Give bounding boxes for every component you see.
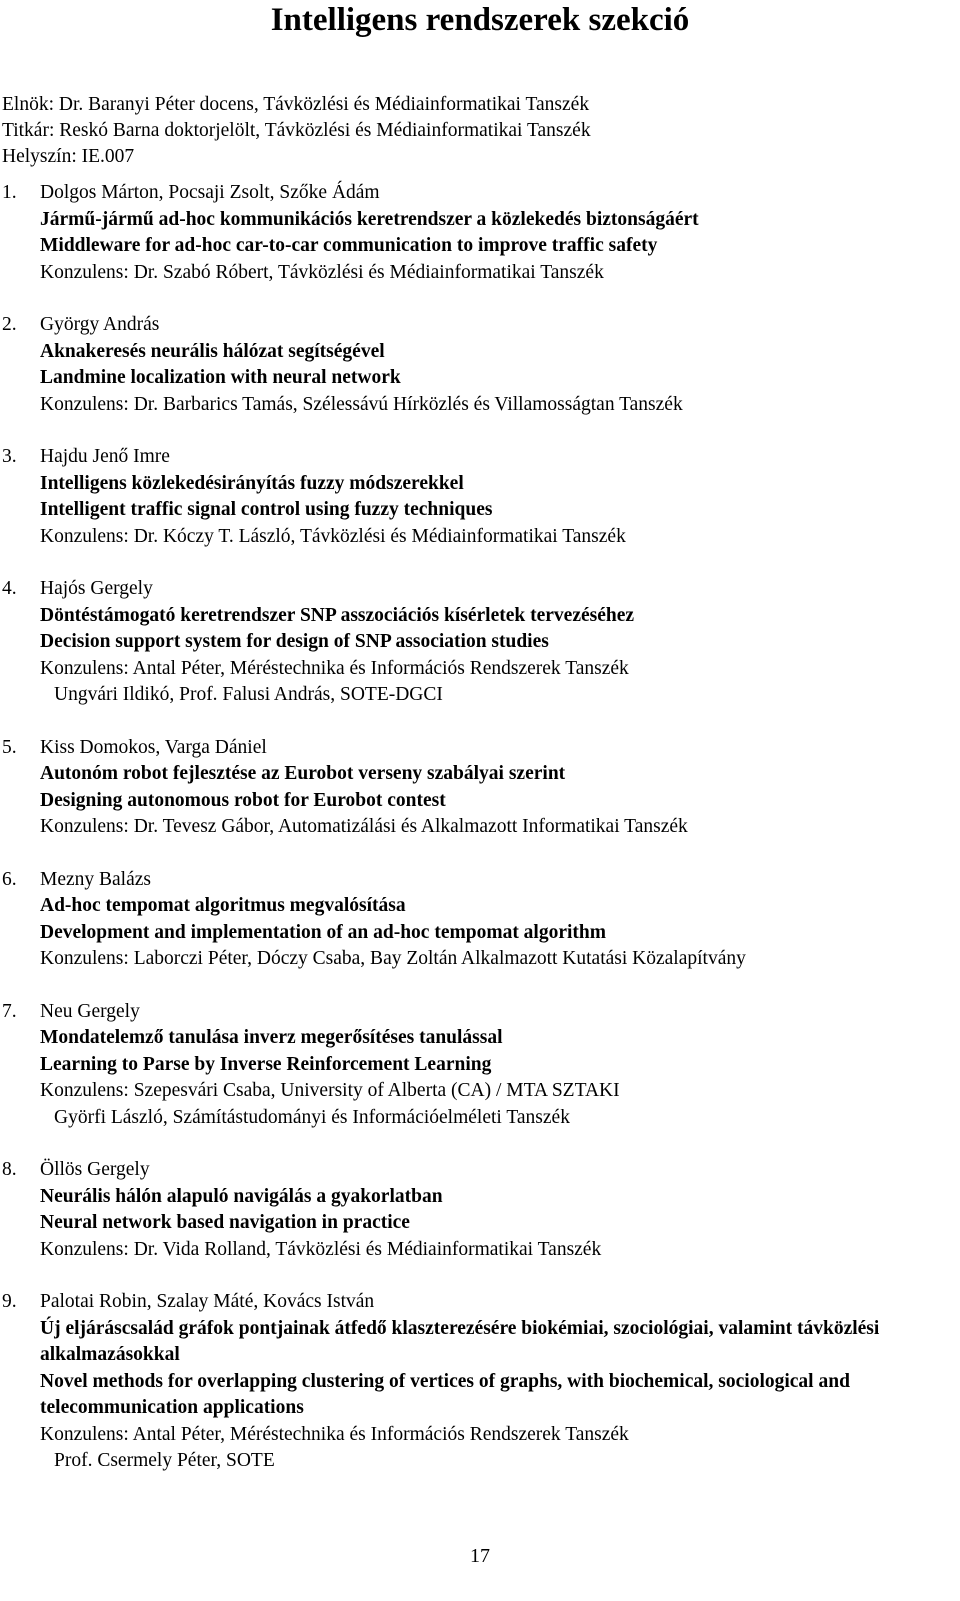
list-item: [2, 312, 952, 418]
entry-title-hu: Jármű-jármű ad-hoc kommunikációs keretrendszer a közlekedés biztonságáért: [40, 208, 699, 230]
entry-advisor: Konzulens: Dr. Kóczy T. László, Távközlési és Médiainformatikai Tanszék: [40, 525, 626, 547]
entry-title-en: Neural network based navigation in practice: [40, 1212, 410, 1233]
entry-number: 5.: [2, 736, 17, 758]
page-title: Intelligens rendszerek szekció: [270, 2, 690, 38]
session-secretary: Titkár: Reskó Barna doktorjelölt, Távközlési és Médiainformatikai Tanszék: [2, 120, 591, 141]
entry-number: 7.: [2, 1000, 17, 1022]
session-meta: [2, 92, 591, 170]
entry-advisor: Konzulens: Szepesvári Csaba, University of Alberta (CA) / MTA SZTAKI: [40, 1080, 620, 1101]
entry-title-en: Designing autonomous robot for Eurobot contest: [40, 789, 446, 811]
entry-number: 3.: [2, 446, 17, 467]
entry-number: 4.: [2, 578, 17, 599]
entry-advisor: Konzulens: Dr. Tevesz Gábor, Automatizálási és Alkalmazott Informatikai Tanszék: [40, 816, 688, 837]
entry-advisor: Konzulens: Laborczi Péter, Dóczy Csaba, Bay Zoltán Alkalmazott Kutatási Közalapítvány: [40, 948, 746, 969]
entry-title-en: Landmine localization with neural network: [40, 367, 401, 388]
entry-authors: Mezny Balázs: [40, 868, 152, 890]
entry-advisor: Konzulens: Dr. Szabó Róbert, Távközlési és Médiainformatikai Tanszék: [40, 261, 604, 283]
list-item: [2, 735, 952, 841]
presentation-list: [2, 180, 952, 1501]
page-number: 17: [470, 1545, 490, 1567]
entry-title-en: Learning to Parse by Inverse Reinforcement Learning: [40, 1053, 492, 1075]
entry-authors: Neu Gergely: [40, 1000, 140, 1022]
entry-advisor-secondary: Györfi László, Számítástudományi és Információelméleti Tanszék: [54, 1106, 570, 1128]
entry-authors: György András: [40, 314, 160, 335]
session-chair: Elnök: Dr. Baranyi Péter docens, Távközlési és Médiainformatikai Tanszék: [2, 94, 590, 115]
session-location: Helyszín: IE.007: [2, 146, 135, 167]
entry-authors: Hajós Gergely: [40, 578, 153, 599]
entry-title-hu: Aknakeresés neurális hálózat segítségével: [40, 340, 385, 362]
entry-number: 6.: [2, 868, 17, 890]
list-item: [2, 180, 952, 286]
entry-authors: Palotai Robin, Szalay Máté, Kovács István: [40, 1291, 375, 1312]
entry-title-en: Development and implementation of an ad-hoc tempomat algorithm: [40, 921, 607, 943]
list-item: [2, 999, 952, 1132]
entry-title-en: Intelligent traffic signal control using fuzzy techniques: [40, 499, 493, 520]
entry-authors: Kiss Domokos, Varga Dániel: [40, 736, 267, 758]
entry-advisor: Konzulens: Dr. Vida Rolland, Távközlési és Médiainformatikai Tanszék: [40, 1238, 602, 1260]
entry-advisor: Konzulens: Dr. Barbarics Tamás, Szélessávú Hírközlés és Villamosságtan Tanszék: [40, 393, 683, 415]
entry-number: 1.: [2, 182, 17, 203]
entry-title-hu: Intelligens közlekedésirányítás fuzzy módszerekkel: [40, 472, 464, 494]
entry-authors: Öllös Gergely: [40, 1159, 150, 1180]
list-item: [2, 1157, 952, 1263]
entry-title-hu: Mondatelemző tanulása inverz megerősítéses tanulással: [40, 1027, 503, 1048]
entry-title-hu: Autonóm robot fejlesztése az Eurobot verseny szabályai szerint: [40, 763, 566, 784]
list-item: [2, 1289, 952, 1475]
entry-title-hu: Ad-hoc tempomat algoritmus megvalósítása: [40, 895, 406, 916]
entry-title-hu: Neurális hálón alapuló navigálás a gyakorlatban: [40, 1185, 443, 1207]
entry-title-en: Novel methods for overlapping clustering of vertices of graphs, with biochemical, sociological and telecommunication applications: [40, 1370, 850, 1418]
entry-title-hu: Új eljáráscsalád gráfok pontjainak átfedő klaszterezésére biokémiai, szociológiai, valamint távközlési alkalmazásokkal: [40, 1317, 880, 1365]
entry-title-en: Decision support system for design of SNP association studies: [40, 631, 549, 652]
entry-title-hu: Döntéstámogató keretrendszer SNP asszociációs kísérletek tervezéséhez: [40, 604, 635, 626]
entry-advisor: Konzulens: Antal Péter, Méréstechnika és Információs Rendszerek Tanszék: [40, 1423, 629, 1445]
entry-advisor-secondary: Ungvári Ildikó, Prof. Falusi András, SOTE-DGCI: [54, 684, 443, 705]
list-item: [2, 867, 952, 973]
entry-advisor: Konzulens: Antal Péter, Méréstechnika és Információs Rendszerek Tanszék: [40, 657, 629, 679]
entry-authors: Hajdu Jenő Imre: [40, 446, 170, 467]
entry-advisor-secondary: Prof. Csermely Péter, SOTE: [54, 1450, 275, 1471]
entry-number: 9.: [2, 1291, 17, 1312]
list-item: [2, 444, 952, 550]
entry-number: 2.: [2, 314, 17, 335]
entry-number: 8.: [2, 1159, 17, 1180]
entry-authors: Dolgos Márton, Pocsaji Zsolt, Szőke Ádám: [40, 182, 380, 203]
list-item: [2, 576, 952, 709]
entry-title-en: Middleware for ad-hoc car-to-car communication to improve traffic safety: [40, 235, 658, 256]
